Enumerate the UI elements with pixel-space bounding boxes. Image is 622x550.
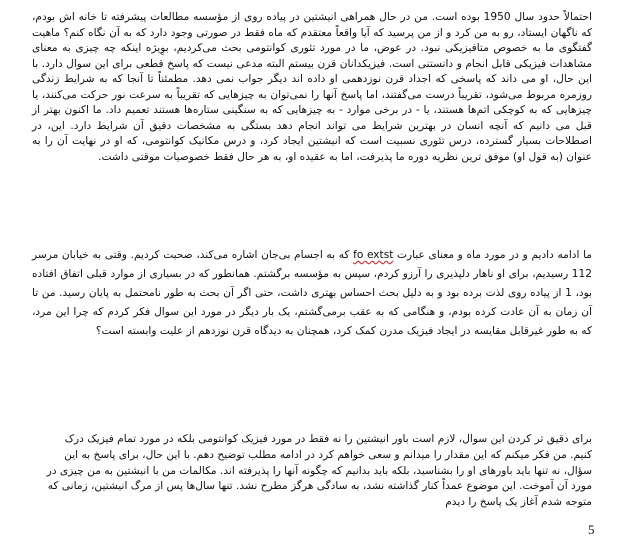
paragraph-3-line: متوجه شدم آغاز یک پاسخ را دیدم: [445, 496, 592, 509]
paragraph-3-line: مورد آن آموخت. این موضوع عمداً کنار گذاشته نشد، به سادگی هرگز مطرح نشد. تنها سال‌ها پس از مرگ انیشتین، زمانی که: [47, 480, 592, 493]
paragraph-3-line: کنیم. من فکر میکنم که این مقدار را میدانم و سعی خواهم کرد در ادامه مطلب توضیح دهم. با این حال، برای پاسخ به این: [64, 448, 592, 461]
misspelled-english-phrase: fo extst: [353, 249, 394, 261]
paragraph-3-line: سؤال، نه تنها باید باورهای او را بشناسید، بلکه باید بدانیم که چگونه آنها را پذیرفته اند. مکالمات من با انیشتین به من چیزی در: [46, 464, 592, 477]
page-number: 5: [588, 522, 595, 537]
paragraph-3: [32, 432, 592, 511]
paragraph-1: احتمالاً حدود سال 1950 بوده است. من در حال همراهی انیشتین در پیاده روی از مؤسسه مطالعات پیشرفته تا خانه اش بودم، که ناگهان ایستاد، رو به من کرد و از من پرسید که آیا واقعاً معتقدم که ماه فقط در صورتی وجود دارد که به آن نگاه کنم؟ ماهیت گفتگوی ما به خصوص متافیزیکی نبود. در عوض، ما در مورد تئوری کوانتومی بحث می‌کردیم، بوِیژه اینکه چه چیزی به معنای مشاهدات فیزیکی قابل انجام و دانستنی است. فیزیکدانان قرن بیستم البته مدعی نیست که پاسخ قطعی برای این سوال دارد. با این حال، او می داند که پاسخی که اجداد قرن نوزدهمی او داده اند دیگر جواب نمی دهد. مطمئناً تا آنجا که به شرایط زندگی روزمره مربوط می‌شود، تقریباً درست می‌گفتند، اما پاسخ آنها را نمی‌توان به چیزهایی که تقریباً به سرعت نور حرکت می‌کنند، یا چیزهایی که به کوچکی اتم‌ها هستند، یا - در برخی موارد - به چیزهایی که به سنگینی ستاره‌ها هستند تعمیم داد. ما اکنون بهتر از قبل می دانیم که آنچه انسان در بهترین شرایط می تواند انجام دهد بستگی به مشخصات دقیق آن شرایط دارد. این، در اصطلاحات بسیار گسترده، درس تئوری نسبیت است که انیشتین ایجاد کرد، و درس مکانیک کوانتومی، که او در نهایت آن را به عنوان (به قول او) موفق ترین نظریه دوره ما پذیرفت، اما به عقیده او، به هر حال فقط خصوصیات موقتی داشت.: [32, 11, 592, 163]
paragraph-2-text-after: که به اجسام بی‌جان اشاره می‌کند، صحبت کردیم. وقتی به خیابان مرسر 112 رسیدیم، برای او ناهار دلپذیری را آرزو کردم، سپس به مؤسسه برگشتم. همانطور که در بسیاری از موارد قبلی اتفاق افتاده بود، 1 از پیاده روی لذت برده بود و به دلیل بحث احساس بهتری داشت، حتی اگر آن بحث به طور نامحتمل به پایان رسید. من تا آن زمان به آن عادت کرده بودم، و هنگامی که به عقب برمی‌گشتم، یک بار دیگر در مورد این سوال فکر کردم که چرا این مرد، که به طور غیرقابل مقایسه در ایجاد فیزیک مدرن کمک کرد، همچنان به دیدگاه قرن نوزدهم از علیت وابسته است؟: [32, 249, 593, 337]
paragraph-2-text-before: ما ادامه دادیم و در مورد ماه و معنای عبارت: [393, 249, 592, 261]
paragraph-3-line: برای دقیق تر کردن این سوال، لازم است باور انیشتین را نه فقط در مورد فیزیک کوانتومی بلکه در مورد تمام فیزیک درک: [64, 433, 592, 445]
paragraph-2: [32, 246, 592, 341]
